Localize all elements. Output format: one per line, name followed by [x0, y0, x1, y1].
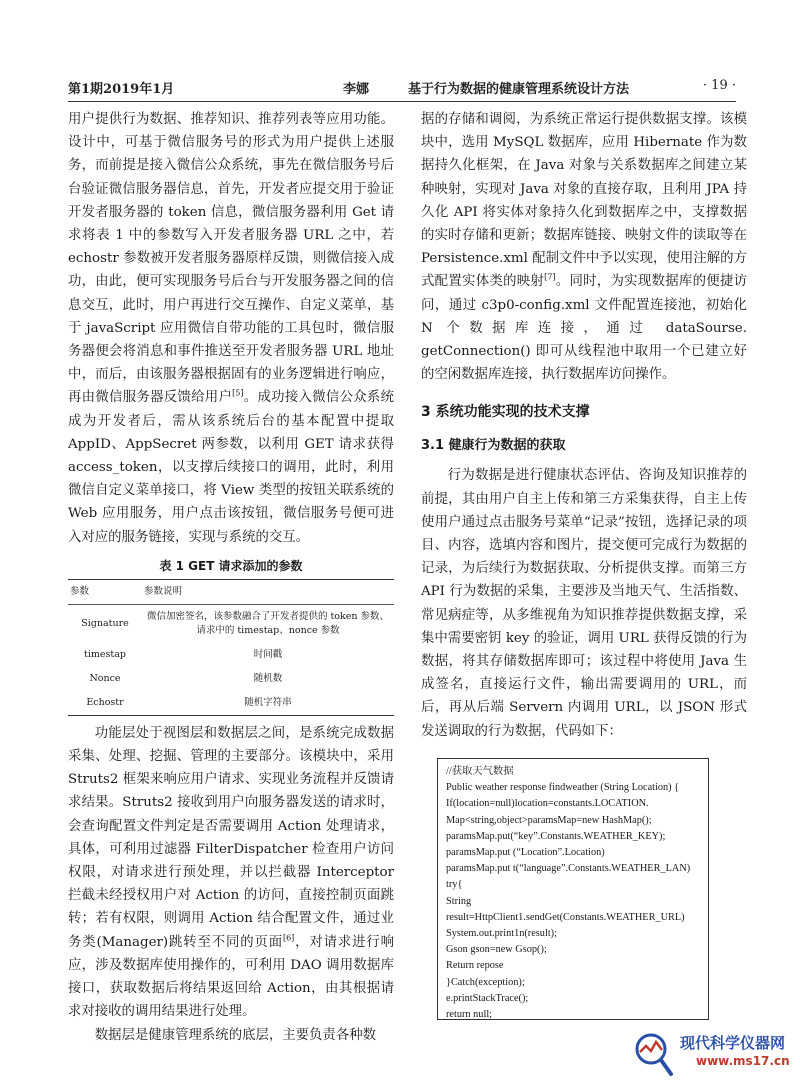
code-line: e.printStackTrace();: [446, 992, 529, 1004]
paragraph: 功能层处于视图层和数据层之间，是系统完成数据采集、处理、挖掘、管理的主要部分。该模块中，采用 Struts2 框架来响应用户请求、实现业务流程并反馈请求结果。Struts2 接收到用户向服务器发送的请求时，会查询配置文件判定是否需要调用 Action 处理请求，具体，可利用过滤器 FilterDispatcher 检查用户访问权限，对请求进行预处理，并以拦截器 Interceptor 拦截未经授权用户对 Action 的访问，直接控制页面跳转；若有权限，则调用 Action 结合配置文件，通过业务类(Manager)跳转至不同的页面[6]，对请求进行响应，涉及数据库使用操作的，可利用 DAO 调用数据库接口，获取数据后将结果返回给 Action，由其根据请求对接收的调用结果进行处理。: [68, 725, 395, 1020]
watermark-name: 现代科学仪器网: [680, 1034, 786, 1052]
code-line: If(location=null)location=constants.LOCATION.: [446, 798, 649, 810]
table-row: [68, 691, 394, 716]
issue-date: 第1期2019年1月: [68, 82, 175, 97]
code-line: System.out.print1n(result);: [446, 928, 557, 940]
citation: [6]: [282, 933, 295, 943]
right-column: [421, 108, 747, 743]
magnifier-logo-icon: [632, 1030, 674, 1078]
article-author: 李娜: [343, 82, 370, 97]
table-row: [68, 604, 394, 643]
section-heading: 3 系统功能实现的技术支撑: [421, 404, 590, 421]
header-rule: [68, 101, 736, 102]
citation: [7]: [544, 272, 556, 282]
code-line: Map<string,object>paramsMap=new HashMap();: [446, 814, 652, 826]
running-header: [68, 78, 736, 100]
code-line: Gson gson=new Gsop();: [446, 944, 547, 956]
table-cell: timestap: [84, 648, 126, 660]
citation: [5]: [232, 388, 244, 398]
paragraph: 行为数据是进行健康状态评估、咨询及知识推荐的前提，其由用户自主上传和第三方采集获得，自主上传使用户通过点击服务号菜单“记录”按钮，选择记录的项目、内容，选填内容和图片，提交便可完成行为数据的记录，为后续行为数据获取、分析提供支撑。而第三方 API 行为数据的采集，主要涉及当地天气、生活指数、常见病症等，从多维视角为知识推荐提供数据支撑，采集中需要密钥 key 的验证，调用 URL 获得反馈的行为数据，将其存储数据库即可；该过程中将使用 Java 生成签名，直接运行文件，输出需要调用的 URL，而后，再从后端 Servern 内调用 URL，以 JSON 形式发送调取的行为数据，代码如下：: [421, 468, 747, 739]
table-cell: Nonce: [89, 672, 121, 684]
article-title: 基于行为数据的健康管理系统设计方法: [408, 82, 630, 97]
page-number: · 19 ·: [702, 78, 736, 93]
table-cell: 随机字符串: [142, 691, 394, 716]
table-cell: 时间戳: [253, 648, 283, 660]
code-line: return null;: [446, 1009, 493, 1021]
code-line: paramsMap.put t(“language”.Constants.WEATHER_LAN): [446, 863, 691, 875]
code-line: result=HttpClient1.sendGet(Constants.WEATHER_URL): [446, 911, 685, 923]
code-line: paramsMap.put(“key”.Constants.WEATHER_KEY);: [446, 830, 666, 842]
table-header: 参数说明: [142, 579, 394, 604]
table-row: [68, 643, 394, 667]
paragraph: 数据层是健康管理系统的底层，主要负责各种数: [94, 1027, 376, 1043]
table-row: [68, 667, 394, 691]
subsection-heading: 3.1 健康行为数据的获取: [421, 438, 566, 454]
parameter-table: [68, 557, 394, 716]
table-cell: Signature: [81, 617, 129, 629]
code-line: }Catch(exception);: [446, 976, 525, 988]
site-watermark: [632, 1028, 792, 1080]
table-caption: 表 1 GET 请求添加的参数: [159, 558, 303, 573]
params-table: [68, 579, 394, 716]
table-cell: 随机数: [253, 672, 283, 684]
paragraph: 据的存储和调阅，为系统正常运行提供数据支撑。该模块中，选用 MySQL 数据库，应用 Hibernate 作为数据持久化框架，在 Java 对象与关系数据库之间建立某种映射，实现对 Java 对象的直接存取，且利用 JPA 持久化 API 将实体对象持久化到数据库之中，支撑数据的实时存储和更新；数据库链接、映射文件的读取等在 Persistence.xml 配制文件中予以实现，使用注解的方式配置实体类的映射[7]。同时，为实现数据库的便捷访问，通过 c3p0-config.xml 文件配置连接池，初始化 N 个数据库连接，通过 dataSourse. getConnection() 即可从线程池中取用一个已建立好的空闲数据库连接，执行数据库访问操作。: [421, 112, 748, 383]
left-column: [68, 108, 394, 1047]
paragraph: 用户提供行为数据、推荐知识、推荐列表等应用功能。设计中，可基于微信服务号的形式为用户提供上述服务，而前提是接入微信公众系统，事先在微信服务号后台验证微信服务器信息，首先，开发者应提交用于验证开发者服务器的 token 信息，微信服务器利用 Get 请求将表 1 中的参数写入开发者服务器 URL 之中，若 echostr 参数被开发者服务器原样反馈，则微信接入成功，由此，便可实现服务号后台与开发服务器之间的信息交互，此时，用户再进行交互操作、自定义菜单，基于 javaScript 应用微信自带功能的工具包时，微信服务器便会将消息和事件推送至开发者服务器 URL 地址中，而后，由该服务器根据固有的业务逻辑进行响应，再由微信服务器反馈给用户[5]。成功接入微信公众系统成为开发者后，需从该系统后台的基本配置中提取 AppID、AppSecret 两参数，以利用 GET 请求获得 access_token，以支撑后续接口的调用，此时，利用微信自定义菜单接口，将 View 类型的按钮关联系统的 Web 应用服务，用户点击该按钮，微信服务号便可进入对应的服务链接，实现与系统的交互。: [68, 112, 395, 545]
table-header: 参数: [68, 579, 142, 604]
code-line: paramsMap.put (“Location”.Location): [446, 847, 605, 859]
code-line: //获取天气数据: [446, 766, 514, 777]
table-cell: Echostr: [68, 691, 142, 716]
code-listing: [437, 758, 709, 1020]
code-line: try{: [446, 879, 463, 891]
code-line: Public weather response findweather (String Location) {: [446, 782, 680, 794]
table-cell: 微信加密签名，该参数融合了开发者提供的 token 参数、请求中的 timestap、nonce 参数: [146, 610, 390, 636]
code-line: Return repose: [446, 960, 504, 972]
watermark-url: www.ms17.cn: [696, 1054, 790, 1068]
code-line: String: [446, 895, 472, 907]
